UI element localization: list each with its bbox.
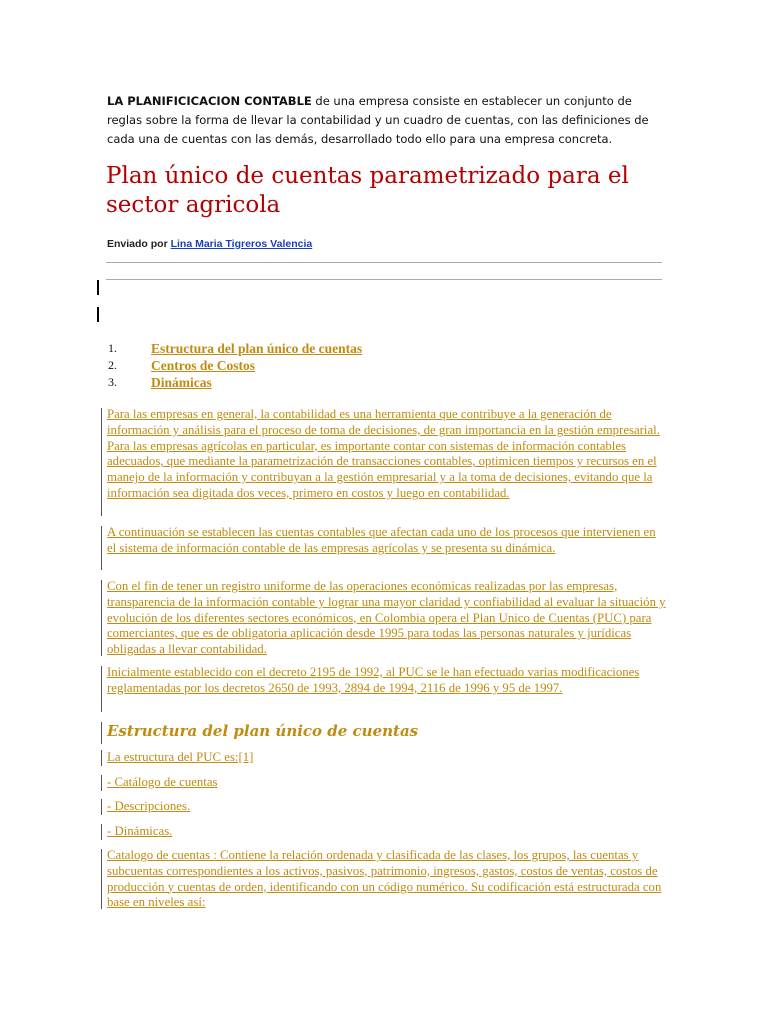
toc-number: 2. xyxy=(108,358,117,372)
paragraph-marker xyxy=(101,408,102,516)
byline-label: Enviado por xyxy=(107,238,171,250)
text-cursor-mark xyxy=(97,280,99,295)
body-paragraph-2: A continuación se establecen las cuentas contables que afectan cada uno de los procesos que intervienen en el sistema de información contable de las empresas agrícolas y se presenta su dinámica. xyxy=(107,525,656,555)
paragraph-marker xyxy=(101,526,102,570)
document-title: Plan único de cuentas parametrizado para el sector agricola xyxy=(106,163,629,218)
paragraph-marker xyxy=(101,666,102,712)
table-of-contents xyxy=(108,340,362,391)
body-paragraph-1: Para las empresas en general, la contabilidad es una herramienta que contribuye a la generación de información y análisis para el proceso de toma de decisiones, de gran importancia en la gestión empresarial. Para las empresas agrícolas en particular, es importante contar con sistemas de información contables adecuados, que mediante la parametrización de transacciones contables, optimicen tiempos y recursos en el manejo de la información y contribuyan a la gestión empresarial y a la toma de decisiones, evitando que la información sea digitada dos veces, primero en costos y luego en contabilidad. xyxy=(107,407,660,500)
intro-bold-term: LA PLANIFICICACION CONTABLE xyxy=(107,94,312,108)
toc-number: 1. xyxy=(108,341,117,355)
byline xyxy=(107,238,312,250)
paragraph-marker xyxy=(101,799,102,815)
text-cursor-mark xyxy=(97,307,99,322)
toc-link-centros-de-costos[interactable]: Centros de Costos xyxy=(151,358,255,373)
author-link[interactable]: Lina Maria Tigreros Valencia xyxy=(170,238,313,250)
toc-link-dinamicas[interactable]: Dinámicas xyxy=(151,375,212,390)
paragraph-marker xyxy=(101,775,102,791)
toc-link-estructura[interactable]: Estructura del plan único de cuentas xyxy=(151,341,363,356)
divider-bottom xyxy=(106,279,662,280)
body-paragraph-4: Inicialmente establecido con el decreto 2195 de 1992, al PUC se le han efectuado varias modificaciones reglamentadas por los decretos 2650 de 1993, 2894 de 1994, 2116 de 1996 y 95 de 1997. xyxy=(107,665,640,695)
toc-number: 3. xyxy=(108,375,117,389)
section-line: - Dinámicas. xyxy=(107,824,173,838)
paragraph-marker xyxy=(101,849,102,909)
paragraph-marker xyxy=(101,824,102,840)
paragraph-marker xyxy=(101,750,102,766)
section-heading: Estructura del plan único de cuentas xyxy=(107,722,419,740)
section-line: - Descripciones. xyxy=(107,799,191,813)
paragraph-marker xyxy=(101,722,102,744)
section-line: La estructura del PUC es:[1] xyxy=(107,750,254,764)
section-line: - Catálogo de cuentas xyxy=(107,775,218,789)
toc-item xyxy=(108,340,362,357)
intro-paragraph xyxy=(107,92,667,149)
body-paragraph-3: Con el fin de tener un registro uniforme de las operaciones económicas realizadas por las empresas, transparencia de la información contable y lograr una mayor claridad y confiabilidad al evaluar la situación y evolución de los diferentes sectores económicos, en Colombia opera el Plan Unico de Cuentas (PUC) para comerciantes, que es de obligatoria aplicación desde 1995 para todas las personas naturales y jurídicas obligadas a llevar contabilidad. xyxy=(107,579,666,657)
intro-text: de una empresa consiste en establecer un conjunto de reglas sobre la forma de llevar la contabilidad y un cuadro de cuentas, con las definiciones de cada una de cuentas con las demás, desarrollado todo ello para una empresa concreta. xyxy=(107,94,649,146)
toc-item xyxy=(108,357,362,374)
toc-item xyxy=(108,374,362,391)
divider-top xyxy=(106,262,662,263)
paragraph-marker xyxy=(101,580,102,656)
catalog-paragraph: Catalogo de cuentas : Contiene la relación ordenada y clasificada de las clases, los grupos, las cuentas y subcuentas correspondientes a los activos, pasivos, patrimonio, ingresos, gastos, costos de ventas, costos de producción y cuentas de orden, identificando con un código numérico. Su codificación está estructurada con base en niveles así: xyxy=(107,848,662,910)
